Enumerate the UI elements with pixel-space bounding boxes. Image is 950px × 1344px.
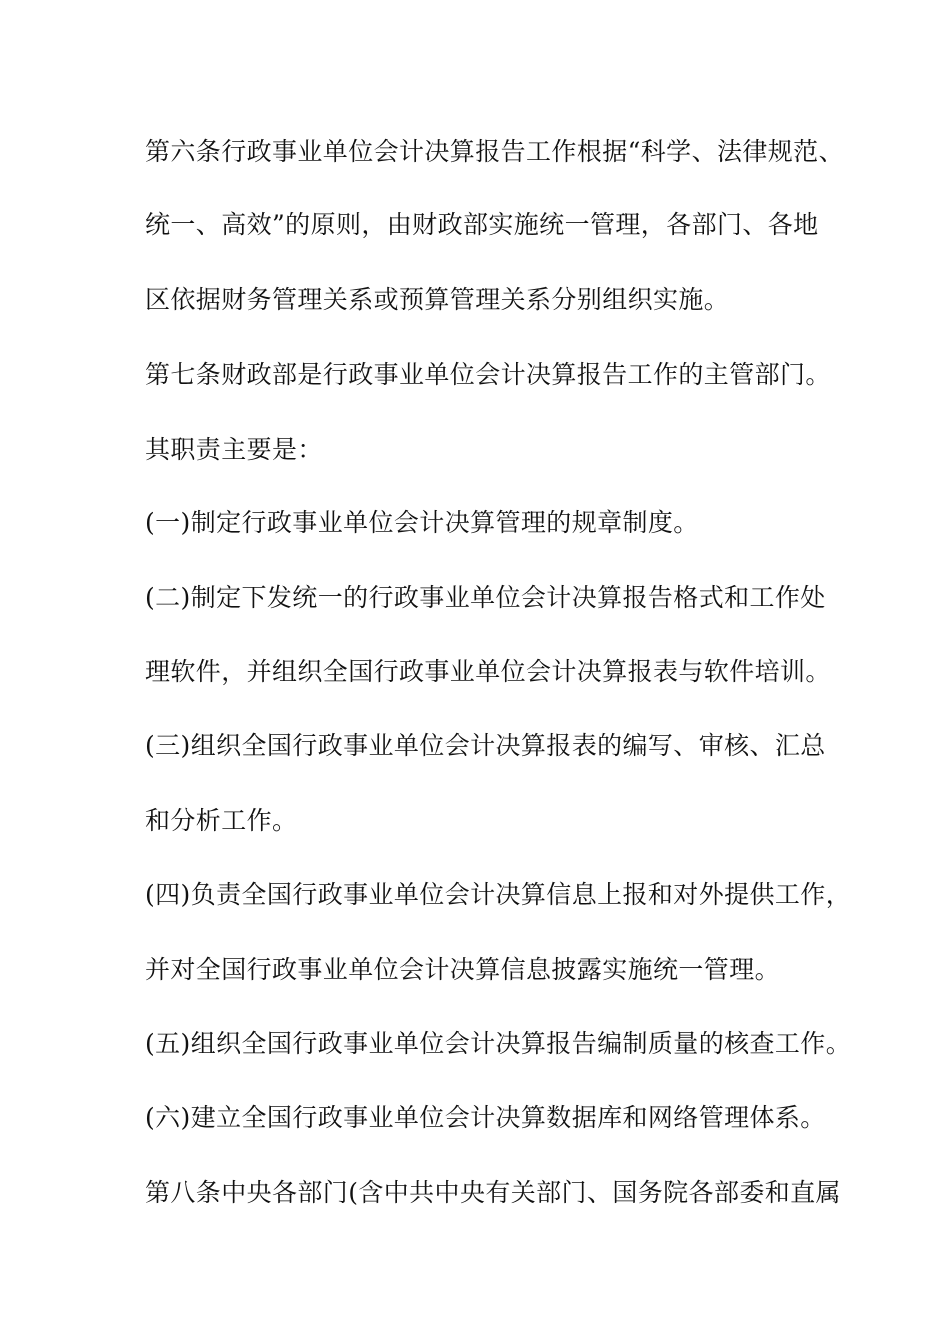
duty-2-line-1: (二)制定下发统一的行政事业单位会计决算报告格式和工作处 bbox=[145, 583, 826, 612]
duty-3-line-1: (三)组织全国行政事业单位会计决算报表的编写、审核、汇总 bbox=[145, 731, 826, 760]
duty-4-line-2: 并对全国行政事业单位会计决算信息披露实施统一管理。 bbox=[145, 955, 781, 984]
duty-1-line-1: (一)制定行政事业单位会计决算管理的规章制度。 bbox=[145, 508, 699, 537]
duty-2-line-2: 理软件，并组织全国行政事业单位会计决算报表与软件培训。 bbox=[145, 657, 831, 686]
article-6-line-2: 统一、高效”的原则，由财政部实施统一管理，各部门、各地 bbox=[145, 210, 819, 239]
duty-4-line-1: (四)负责全国行政事业单位会计决算信息上报和对外提供工作， bbox=[145, 880, 852, 909]
duty-6-line-1: (六)建立全国行政事业单位会计决算数据库和网络管理体系。 bbox=[145, 1103, 826, 1132]
article-7-line-1: 第七条财政部是行政事业单位会计决算报告工作的主管部门。 bbox=[145, 360, 831, 389]
article-8-line-1: 第八条中央各部门(含中共中央有关部门、国务院各部委和直属 bbox=[145, 1178, 841, 1207]
duty-3-line-2: 和分析工作。 bbox=[145, 806, 298, 835]
article-6-line-3: 区依据财务管理关系或预算管理关系分别组织实施。 bbox=[145, 285, 730, 314]
article-7-line-2: 其职责主要是： bbox=[145, 435, 323, 464]
article-6-line-1: 第六条行政事业单位会计决算报告工作根据“科学、法律规范、 bbox=[145, 137, 844, 166]
duty-5-line-1: (五)组织全国行政事业单位会计决算报告编制质量的核查工作。 bbox=[145, 1029, 852, 1058]
